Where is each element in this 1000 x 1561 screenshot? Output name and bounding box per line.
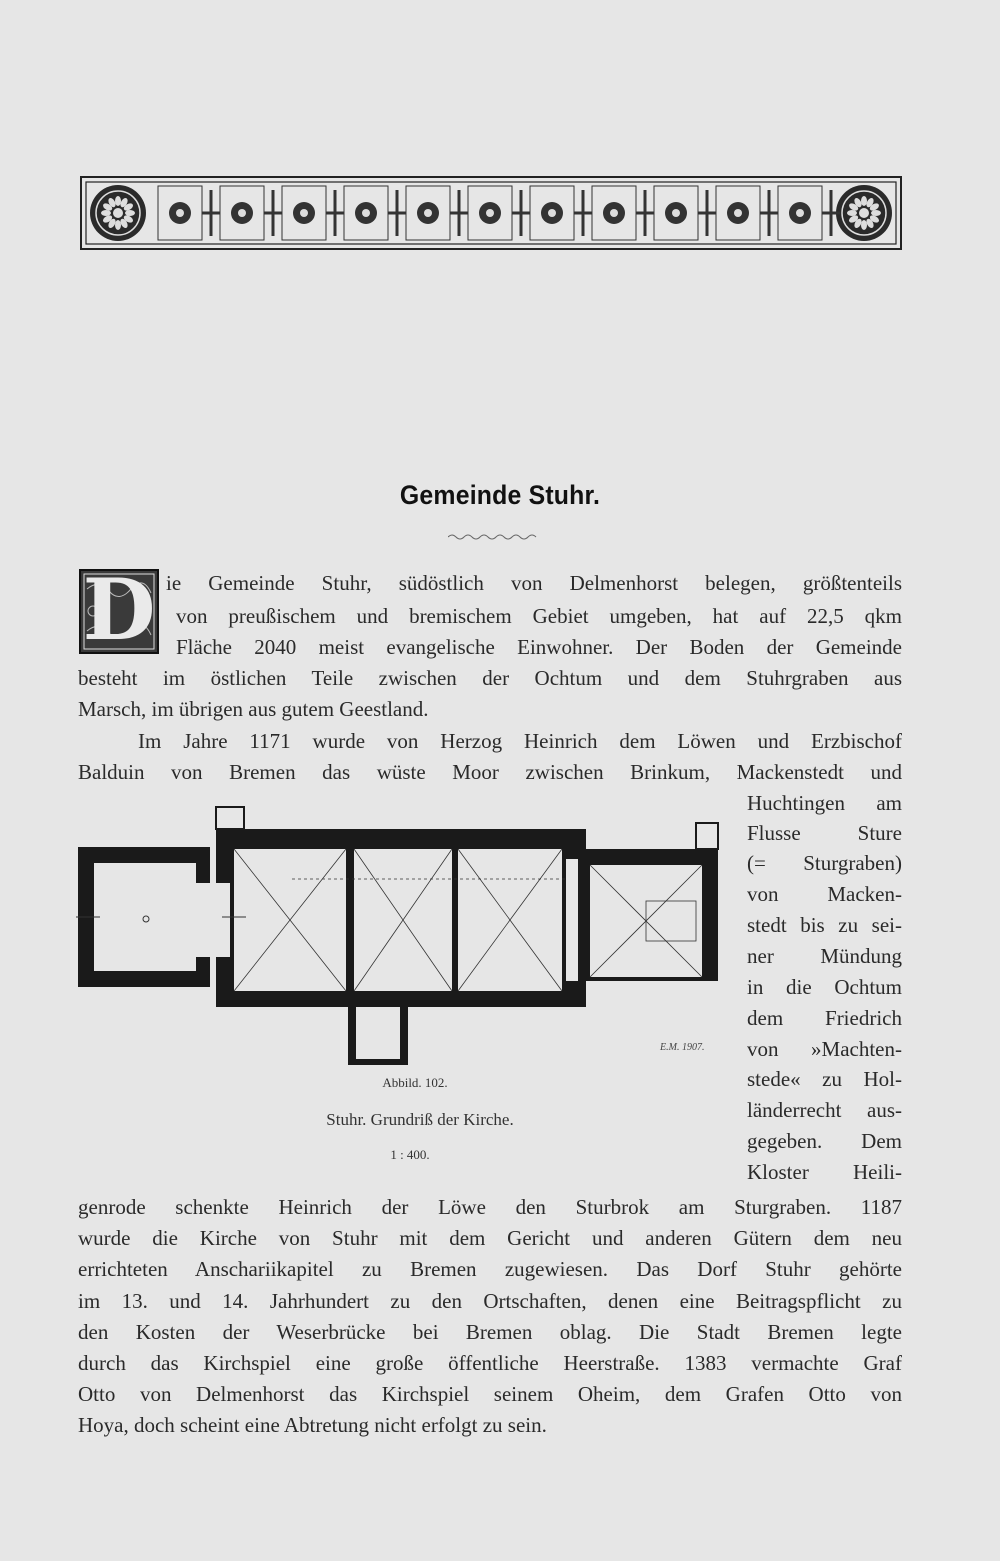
text-line: länderrecht aus- bbox=[747, 1098, 902, 1122]
title-ornament-divider bbox=[448, 532, 540, 542]
text-line: von »Machten- bbox=[747, 1037, 902, 1061]
text-line: durch das Kirchspiel eine große öffentliche Heerstraße. 1383 vermachte Graf bbox=[78, 1351, 902, 1375]
text-line: ie Gemeinde Stuhr, südöstlich von Delmenhorst belegen, größtenteils bbox=[166, 571, 902, 595]
text-line: im 13. und 14. Jahrhundert zu den Ortschaften, denen eine Beitragspflicht zu bbox=[78, 1289, 902, 1313]
ornamental-header-banner bbox=[80, 176, 902, 250]
text-line: Otto von Delmenhorst das Kirchspiel seinem Oheim, dem Grafen Otto von bbox=[78, 1382, 902, 1406]
text-line: ner Mündung bbox=[747, 944, 902, 968]
text-line: Kloster Heili- bbox=[747, 1160, 902, 1184]
initial-letter: D bbox=[82, 560, 156, 659]
figure-scale: 1 : 400. bbox=[390, 1147, 430, 1162]
text-line: Marsch, im übrigen aus gutem Geestland. bbox=[78, 697, 429, 721]
text-line: Hoya, doch scheint eine Abtretung nicht erfolgt zu sein. bbox=[78, 1413, 547, 1437]
text-line: von preußischem und bremischem Gebiet umgeben, hat auf 22,5 qkm bbox=[176, 604, 902, 628]
banner-rosette-row bbox=[90, 185, 892, 241]
text-line: (= Sturgraben) bbox=[747, 851, 902, 875]
text-line: stedt bis zu sei- bbox=[747, 913, 902, 937]
text-line: wurde die Kirche von Stuhr mit dem Gericht und anderen Gütern dem neu bbox=[78, 1226, 902, 1250]
text-line: Fläche 2040 meist evangelische Einwohner. Der Boden der Gemeinde bbox=[176, 635, 902, 659]
text-line: in die Ochtum bbox=[747, 975, 902, 999]
figure-caption: Stuhr. Grundriß der Kirche. bbox=[326, 1110, 514, 1129]
text-line: Im Jahre 1171 wurde von Herzog Heinrich dem Löwen und Erzbischof bbox=[138, 729, 902, 753]
text-line: gegeben. Dem bbox=[747, 1129, 902, 1153]
figure-label: Abbild. 102. bbox=[382, 1075, 448, 1090]
text-line: den Kosten der Weserbrücke bei Bremen oblag. Die Stadt Bremen legte bbox=[78, 1320, 902, 1344]
page-title: Gemeinde Stuhr. bbox=[399, 480, 601, 510]
text-line: dem Friedrich bbox=[747, 1006, 902, 1030]
text-line: genrode schenkte Heinrich der Löwe den Sturbrok am Sturgraben. 1187 bbox=[78, 1195, 902, 1219]
text-line: errichteten Anschariikapitel zu Bremen zugewiesen. Das Dorf Stuhr gehörte bbox=[78, 1257, 902, 1281]
text-line: Flusse Sture bbox=[747, 821, 902, 845]
church-floor-plan bbox=[76, 803, 724, 1068]
text-line: von Macken- bbox=[747, 882, 902, 906]
text-line: Balduin von Bremen das wüste Moor zwischen Brinkum, Mackenstedt und bbox=[78, 760, 902, 784]
figure-signature: E.M. 1907. bbox=[660, 1042, 705, 1053]
text-line: stede« zu Hol- bbox=[747, 1067, 902, 1091]
text-line: Huchtingen am bbox=[747, 791, 902, 815]
text-line: besteht im östlichen Teile zwischen der Ochtum und dem Stuhrgraben aus bbox=[78, 666, 902, 690]
decorated-initial bbox=[79, 560, 159, 659]
